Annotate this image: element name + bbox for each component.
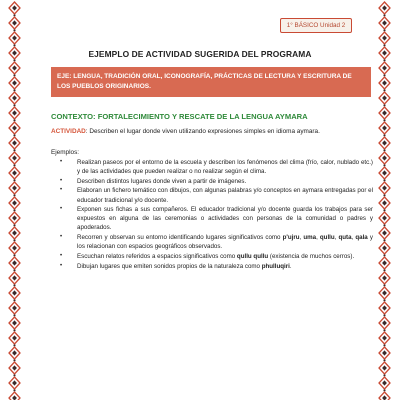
- list-item-text: Exponen sus fichas a sus compañeros. El educador tradicional y/o docente guarda los trabajos para ser expuestos en alguna de las ceremonias o actividades con personas de la comunidad o padres y apoderados.: [77, 206, 373, 232]
- aymara-term: ,: [334, 234, 339, 242]
- list-item-text: Describen distintos lugares donde viven a partir de imágenes.: [77, 177, 247, 185]
- list-item-text: Elaboran un fichero temático con dibujos, con algunas palabras y/o conceptos en aymara entregadas por el educador tradicional y/o docente.: [77, 187, 373, 204]
- activity-line: [51, 128, 376, 135]
- list-item-text: (existencia de muchos cerros).: [268, 252, 355, 260]
- list-item-text: Dibujan lugares que emiten sonidos propios de la naturaleza como: [77, 262, 262, 270]
- left-border-pattern: [8, 0, 21, 400]
- andean-pattern-icon: [378, 0, 391, 400]
- examples-list: [51, 158, 373, 271]
- aymara-term: ,: [351, 234, 356, 242]
- aymara-term: quta: [338, 234, 352, 242]
- aymara-term: qullu: [319, 234, 335, 242]
- list-item: [51, 233, 373, 251]
- list-item: [51, 252, 373, 261]
- context-heading: CONTEXTO: FORTALECIMIENTO Y RESCATE DE LA LENGUA AYMARA: [51, 112, 308, 121]
- activity-text: : Describen el lugar donde viven utilizando expresiones simples en idioma aymara.: [85, 128, 320, 135]
- examples-label: Ejemplos:: [51, 149, 80, 156]
- bullet-icon: •: [60, 252, 63, 259]
- bullet-icon: •: [60, 177, 63, 184]
- list-item-text: .: [289, 262, 292, 270]
- bullet-icon: •: [60, 206, 63, 213]
- aymara-term: phulluqiri: [261, 262, 290, 270]
- aymara-term: qala: [355, 234, 368, 242]
- bullet-icon: •: [60, 234, 63, 241]
- list-item: [51, 205, 373, 232]
- page-title: EJEMPLO DE ACTIVIDAD SUGERIDA DEL PROGRAMA: [88, 49, 312, 59]
- list-item-text: y los relacionan con espacios geográficos observados.: [77, 234, 373, 251]
- andean-pattern-icon: [8, 0, 21, 400]
- unit-tab: 1° BÁSICO Unidad 2: [280, 18, 352, 33]
- list-item: [51, 177, 373, 186]
- bullet-icon: •: [60, 262, 63, 269]
- activity-label: ACTIVIDAD: [51, 128, 86, 135]
- axis-banner: EJE: LENGUA, TRADICIÓN ORAL, ICONOGRAFÍA, PRÁCTICAS DE LECTURA Y ESCRITURA DE LOS PUEBLOS ORIGINARIOS.: [51, 67, 371, 97]
- aymara-term: qullu qullu: [236, 252, 269, 260]
- bullet-icon: •: [60, 159, 63, 165]
- aymara-term: uma: [303, 234, 317, 242]
- list-item-text: Realizan paseos por el entorno de la escuela y describen los fenómenos del clima (frío, calor, nublado etc.) y de las actividades que pueden realizar o no realizar según el clima.: [77, 159, 373, 176]
- aymara-term: p'ujru: [282, 234, 300, 242]
- aymara-term: ,: [299, 234, 304, 242]
- list-item: [51, 158, 373, 176]
- list-item-text: Recorren y observan su entorno identificando lugares significativos como: [77, 234, 283, 242]
- list-item: [51, 262, 373, 271]
- list-item: [51, 186, 373, 204]
- bullet-icon: •: [60, 187, 63, 194]
- list-item-text: Escuchan relatos referidos a espacios significativos como: [77, 252, 237, 260]
- aymara-term: ,: [316, 234, 320, 242]
- right-border-pattern: [378, 0, 391, 400]
